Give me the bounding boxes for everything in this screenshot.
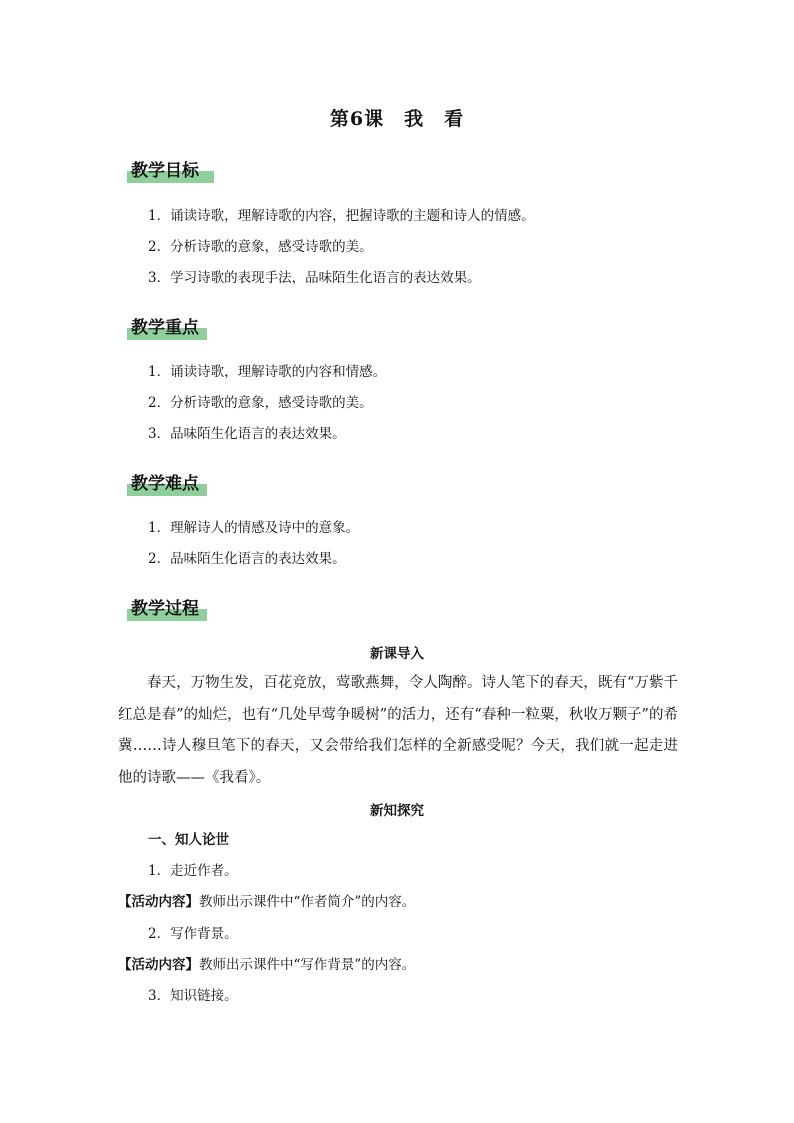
activity-tag: 【活动内容】 xyxy=(118,894,199,910)
difficulty-item: 1．理解诗人的情感及诗中的意象。 xyxy=(148,520,360,536)
objective-item: 2．分析诗歌的意象，感受诗歌的美。 xyxy=(148,239,373,255)
lesson-title: 第6课 我 看 xyxy=(329,108,465,130)
intro-heading: 新课导入 xyxy=(370,646,424,662)
activity-text: 教师出示课件中“作者简介”的内容。 xyxy=(199,894,416,910)
objective-item: 3．学习诗歌的表现手法，品味陌生化语言的表达效果。 xyxy=(148,270,481,286)
process-heading: 教学过程 xyxy=(127,596,199,622)
activity-text: 教师出示课件中“写作背景”的内容。 xyxy=(199,957,416,973)
objective-item: 1．诵读诗歌，理解诗歌的内容，把握诗歌的主题和诗人的情感。 xyxy=(148,208,535,224)
explore-heading: 新知探究 xyxy=(370,803,424,819)
step-item: 3．知识链接。 xyxy=(148,988,238,1004)
difficulties-heading: 教学难点 xyxy=(127,471,199,497)
key-point-item: 1．诵读诗歌，理解诗歌的内容和情感。 xyxy=(148,364,387,380)
activity-line xyxy=(118,955,415,975)
activity-tag: 【活动内容】 xyxy=(118,957,199,973)
difficulty-item: 2．品味陌生化语言的表达效果。 xyxy=(148,551,346,567)
objectives-heading: 教学目标 xyxy=(127,158,199,184)
key-point-item: 2．分析诗歌的意象，感受诗歌的美。 xyxy=(148,395,373,411)
part-one-heading: 一、知人论世 xyxy=(148,832,229,848)
activity-line xyxy=(118,892,415,912)
key-point-item: 3．品味陌生化语言的表达效果。 xyxy=(148,426,346,442)
intro-paragraph: 春天，万物生发，百花竞放，莺歌燕舞，令人陶醉。诗人笔下的春天，既有“万紫千红总是春”的灿烂，也有“几处早莺争暖树”的活力，还有“春种一粒粟，秋收万颗子”的希冀……诗人穆旦笔下的春天，又会带给我们怎样的全新感受呢？今天，我们就一起走进他的诗歌——《我看》。 xyxy=(118,675,678,786)
key-points-heading: 教学重点 xyxy=(127,315,199,341)
step-item: 2．写作背景。 xyxy=(148,926,238,942)
step-item: 1．走近作者。 xyxy=(148,863,238,879)
